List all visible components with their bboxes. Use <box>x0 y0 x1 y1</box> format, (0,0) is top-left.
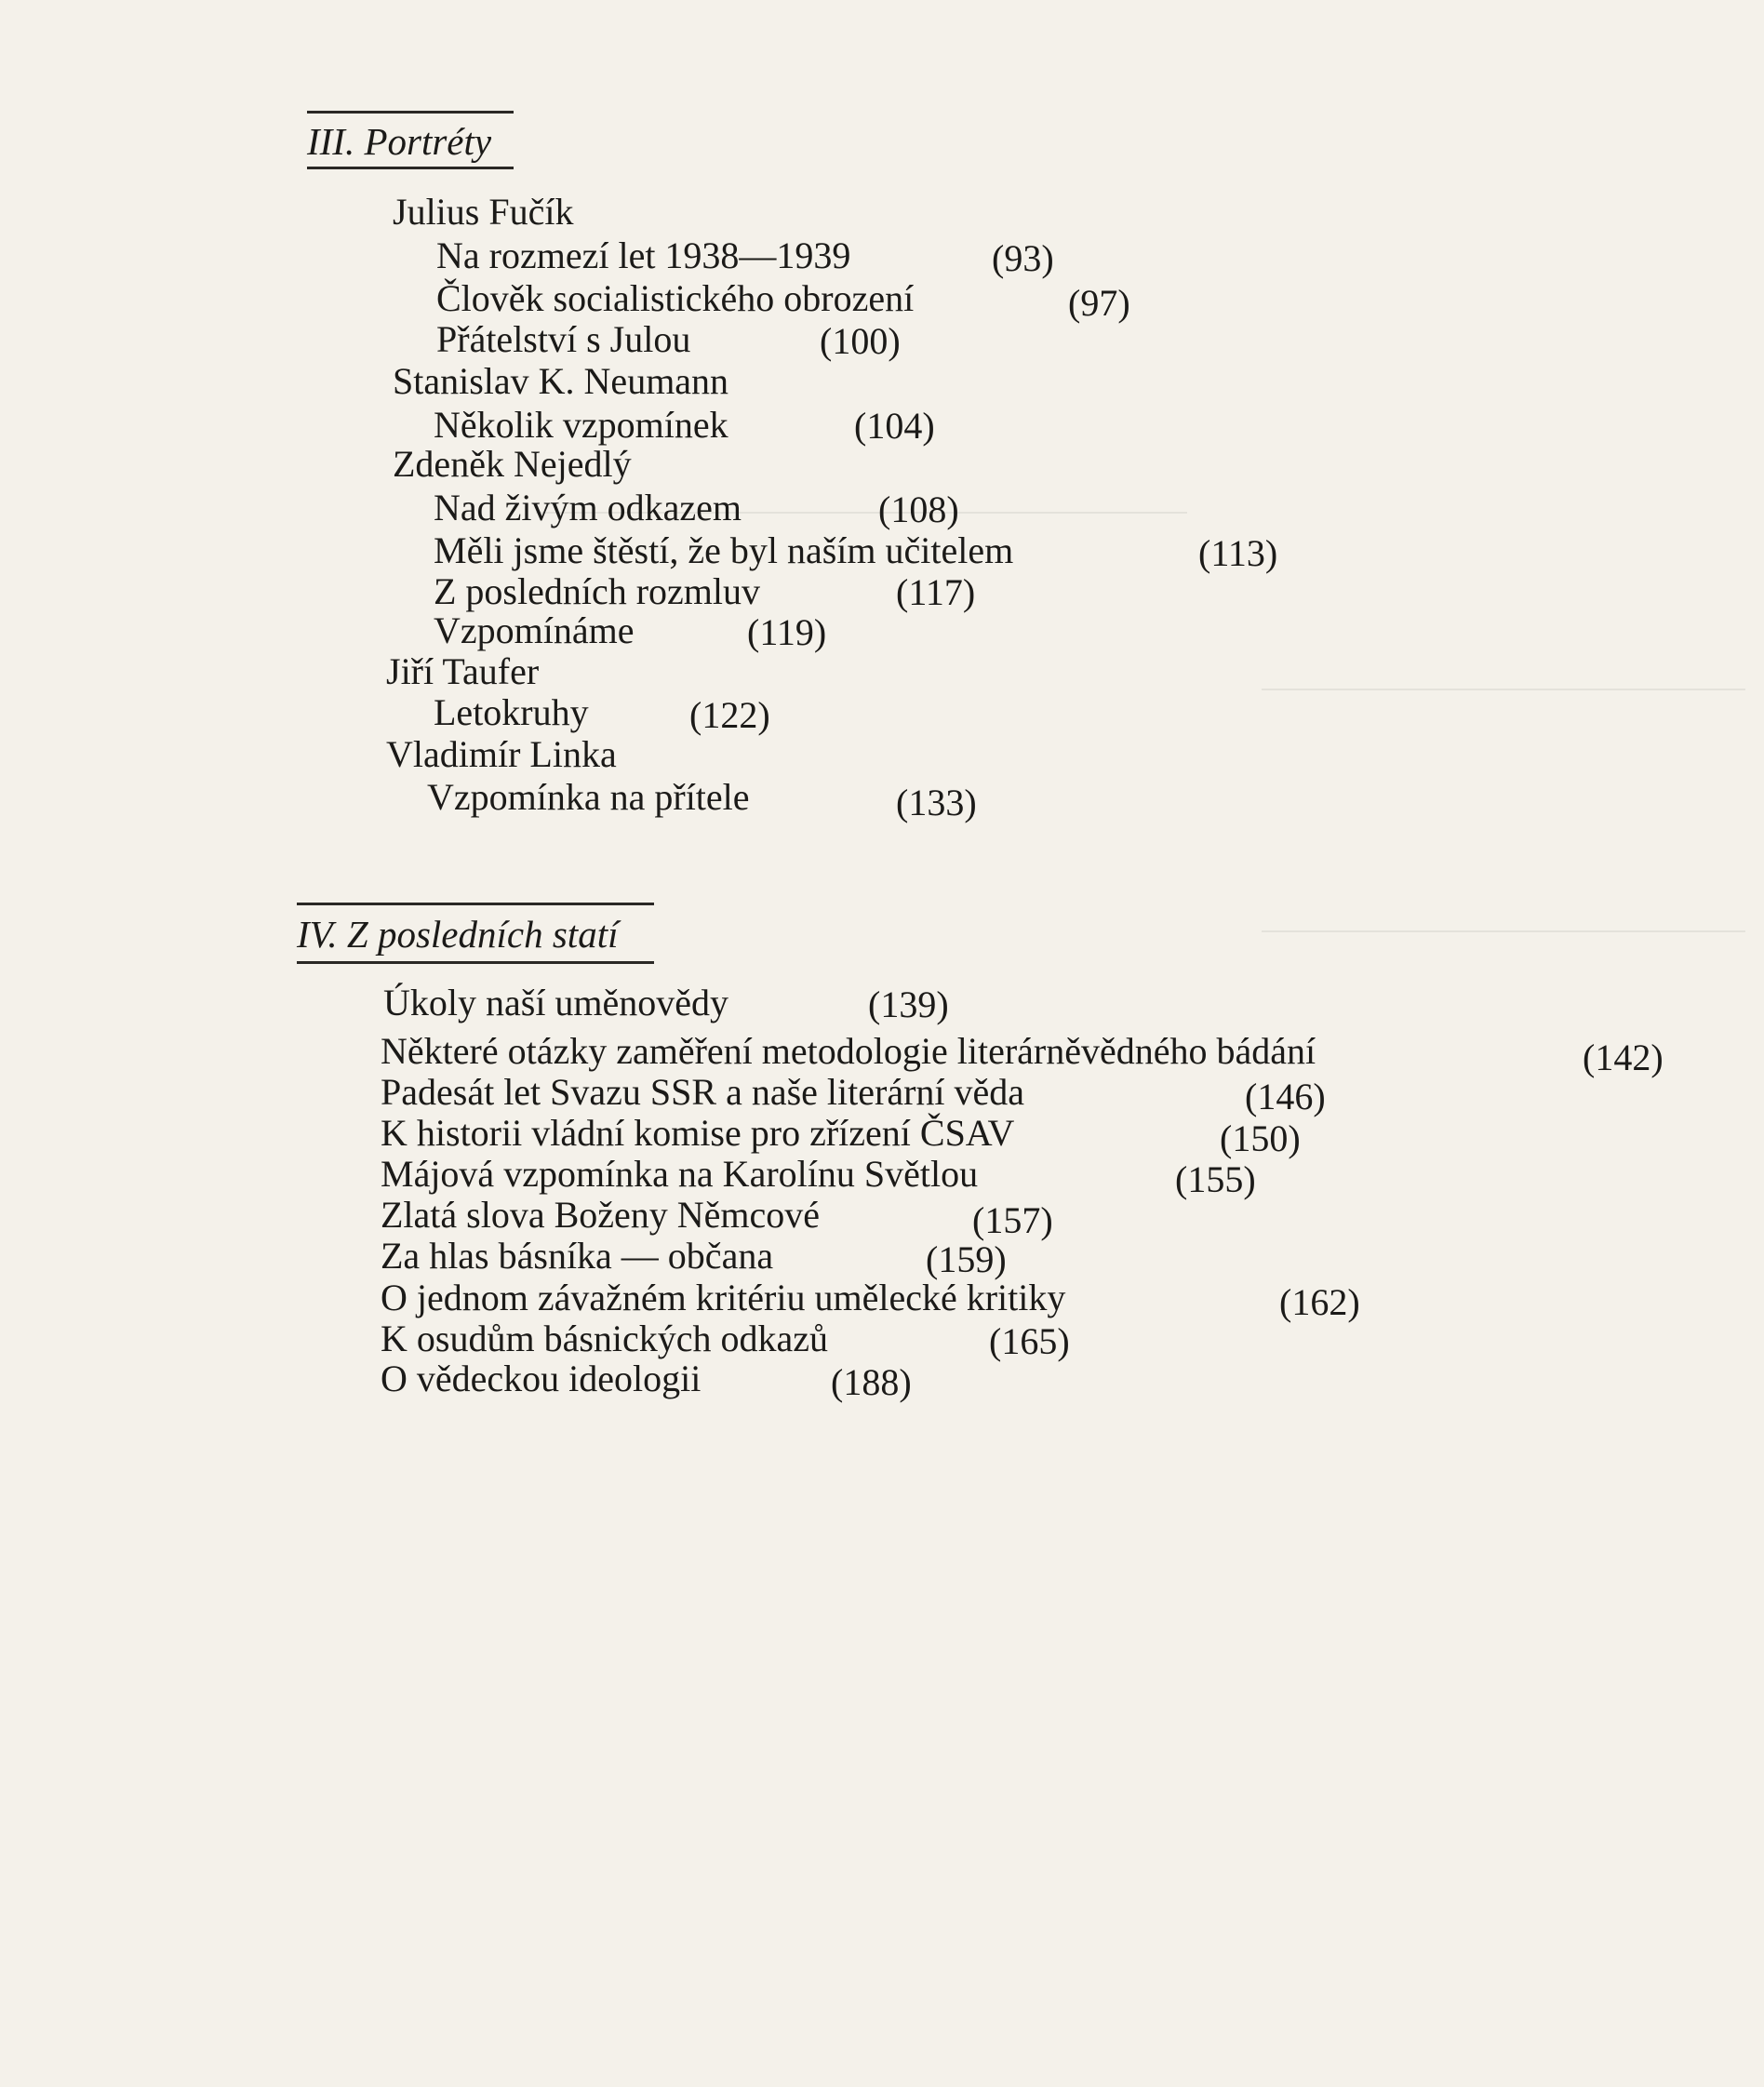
toc-page-number: (93) <box>992 237 1054 279</box>
toc-page-number: (100) <box>820 320 901 362</box>
toc-entry: K historii vládní komise pro zřízení ČSAV <box>381 1112 1015 1154</box>
toc-entry: Zlatá slova Boženy Němcové <box>381 1194 821 1236</box>
toc-entry: Člověk socialistického obrození <box>436 277 915 319</box>
toc-entry: Padesát let Svazu SSR a naše literární věda <box>381 1071 1025 1113</box>
toc-page-number: (150) <box>1220 1117 1301 1159</box>
toc-page-number: (113) <box>1198 532 1278 574</box>
toc-page-number: (165) <box>989 1320 1070 1362</box>
toc-page-number: (108) <box>878 488 959 530</box>
toc-entry: K osudům básnických odkazů <box>381 1318 829 1359</box>
toc-entry: Májová vzpomínka na Karolínu Světlou <box>381 1153 979 1195</box>
toc-page-number: (157) <box>972 1199 1053 1241</box>
toc-author: Julius Fučík <box>393 191 574 233</box>
toc-page-number: (122) <box>689 694 770 736</box>
section-title-z-poslednich-stati: IV. Z posledních statí <box>297 913 619 956</box>
section-rule-bottom <box>307 167 514 169</box>
toc-page-number: (97) <box>1068 282 1130 324</box>
toc-entry: Vzpomínáme <box>434 609 635 651</box>
section-title-portrety: III. Portréty <box>307 120 492 163</box>
toc-entry: Na rozmezí let 1938—1939 <box>436 234 851 276</box>
toc-page-number: (159) <box>926 1238 1007 1280</box>
toc-entry: Letokruhy <box>434 691 589 733</box>
toc-page-number: (119) <box>747 611 827 653</box>
toc-entry: O vědeckou ideologii <box>381 1358 702 1399</box>
toc-page-number: (104) <box>854 405 935 447</box>
toc-entry: Z posledních rozmluv <box>434 570 761 612</box>
toc-entry: Nad živým odkazem <box>434 487 742 528</box>
section-rule-top <box>307 111 514 114</box>
toc-page-number: (139) <box>868 983 949 1025</box>
toc-page-number: (117) <box>896 571 976 613</box>
toc-page-number: (188) <box>831 1361 912 1403</box>
toc-author: Vladimír Linka <box>386 733 617 775</box>
toc-entry: Některé otázky zaměření metodologie literárněvědného bádání <box>381 1030 1316 1072</box>
toc-author: Stanislav K. Neumann <box>393 360 729 402</box>
toc-entry: Za hlas básníka — občana <box>381 1235 774 1277</box>
toc-entry: Vzpomínka na přítele <box>427 776 750 818</box>
toc-entry: Úkoly naší uměnovědy <box>383 982 729 1023</box>
toc-page-number: (155) <box>1175 1158 1256 1200</box>
section-rule-top <box>297 903 654 905</box>
toc-author: Jiří Taufer <box>386 650 540 692</box>
section-rule-bottom <box>297 961 654 964</box>
toc-page-number: (146) <box>1245 1076 1326 1117</box>
toc-author: Zdeněk Nejedlý <box>393 443 632 485</box>
toc-entry: O jednom závažném kritériu umělecké kritiky <box>381 1277 1066 1318</box>
toc-entry: Přátelství s Julou <box>436 318 691 360</box>
toc-page-number: (162) <box>1279 1281 1360 1323</box>
toc-page-number: (133) <box>896 782 977 823</box>
toc-page-number: (142) <box>1583 1037 1664 1078</box>
toc-entry: Měli jsme štěstí, že byl naším učitelem <box>434 529 1014 571</box>
toc-entry: Několik vzpomínek <box>434 404 728 446</box>
